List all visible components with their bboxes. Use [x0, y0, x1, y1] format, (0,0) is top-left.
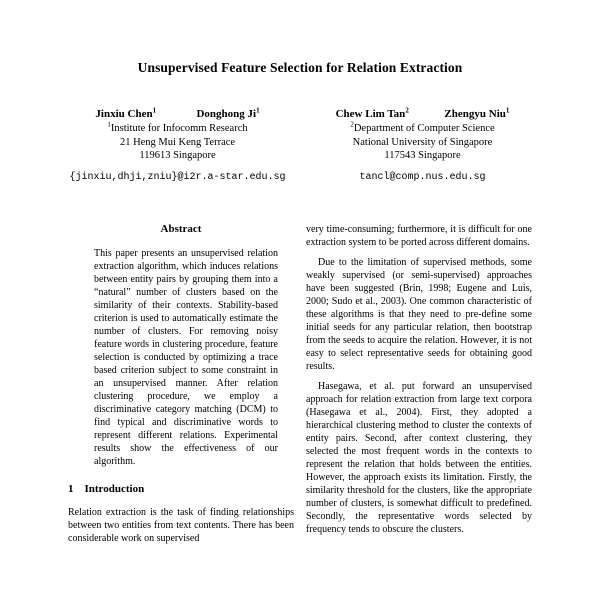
author-name	[95, 108, 156, 120]
body-paragraph: very time-consuming; furthermore, it is difficult for one extraction system to be ported across different domains.	[306, 223, 532, 248]
affiliation-line: 21 Heng Mui Keng Terrace	[119, 136, 236, 148]
author-affiliation-mark: 1	[256, 106, 260, 115]
paper-title: Unsupervised Feature Selection for Relation Extraction	[137, 60, 463, 75]
author-affiliation-mark: 1	[152, 106, 157, 115]
author-group-2	[300, 108, 545, 183]
author-names-right	[300, 108, 545, 120]
author-name-text: Donghong Ji	[196, 108, 257, 120]
right-column	[306, 223, 532, 545]
author-email: {jinxiu,dhji,zniu}@i2r.a-star.edu.sg	[69, 171, 286, 183]
abstract-text: This paper presents an unsupervised relation extraction algorithm, which induces relations between entity pairs by grouping them into a “natural” number of clusters based on the similarity of their contexts. Stability-based criterion is used to automatically estimate the number of clusters. For removing noisy feature words in clustering procedure, feature selection is conducted by optimizing a trace based criterion subject to some constraint in an unsupervised manner. After relation clustering procedure, we employ a discriminative category matching (DCM) to find typical and discriminative words to represent different relations. Experimental results show the effectiveness of our algorithm.	[94, 247, 278, 467]
affiliation-line	[55, 122, 300, 136]
section-title: Introduction	[84, 482, 145, 495]
affiliation-mark: 2	[350, 120, 354, 129]
author-block	[55, 108, 545, 183]
author-names-left	[55, 108, 300, 120]
author-affiliation-mark: 2	[405, 106, 409, 115]
author-name-text: Jinxiu Chen	[95, 108, 153, 120]
affiliation-2	[300, 122, 545, 183]
author-name-text: Zhengyu Niu	[444, 108, 506, 120]
section-number: 1	[68, 482, 74, 495]
author-group-1	[55, 108, 300, 183]
left-column	[68, 223, 294, 545]
body-columns	[0, 223, 600, 545]
affiliation-line: 119613 Singapore	[139, 150, 216, 161]
author-email: tancl@comp.nus.edu.sg	[359, 171, 486, 183]
body-paragraph: Due to the limitation of supervised methods, some weakly supervised (or semi-supervised) approaches have been suggested (Brin, 1998; Eugene and Luis, 2000; Sudo et al., 2003). One common characteristic of these algorithms is that they need to pre-define some initial seeds for any particular relation, then bootstrap from the seeds to acquire the relation. However, it is not easy to select representative seeds for obtaining good results.	[306, 256, 532, 372]
author-name	[336, 108, 409, 120]
author-name-text: Chew Lim Tan	[335, 108, 406, 120]
author-affiliation-mark: 1	[505, 106, 510, 115]
author-name	[444, 108, 509, 120]
affiliation-1	[55, 122, 300, 183]
intro-paragraph: Relation extraction is the task of finding relationships between two entities from text contents. There has been considerable work on supervised	[68, 506, 294, 544]
section-heading-introduction	[68, 483, 294, 496]
body-paragraph: Hasegawa, et al. put forward an unsupervised approach for relation extraction from large text corpora (Hasegawa et al., 2004). First, they adopted a hierarchical clustering method to cluster the contexts of entity pairs. Second, after context clustering, they selected the most frequent words in the contexts to represent the relation that holds between the entities. However, the approach exists its limitation. Firstly, the similarity threshold for the clusters, like the appropriate number of clusters, is somewhat difficult to predefined. Secondly, the representative words selected by frequency tends to obscure the clusters.	[306, 380, 532, 535]
affiliation-line: 117543 Singapore	[384, 150, 461, 161]
abstract-heading: Abstract	[160, 222, 202, 235]
affiliation-institute: Institute for Infocomm Research	[110, 123, 248, 134]
affiliation-line: National University of Singapore	[352, 136, 493, 148]
affiliation-line	[300, 122, 545, 136]
affiliation-mark: 1	[107, 120, 111, 129]
affiliation-institute: Department of Computer Science	[353, 123, 495, 134]
author-name	[196, 108, 259, 120]
